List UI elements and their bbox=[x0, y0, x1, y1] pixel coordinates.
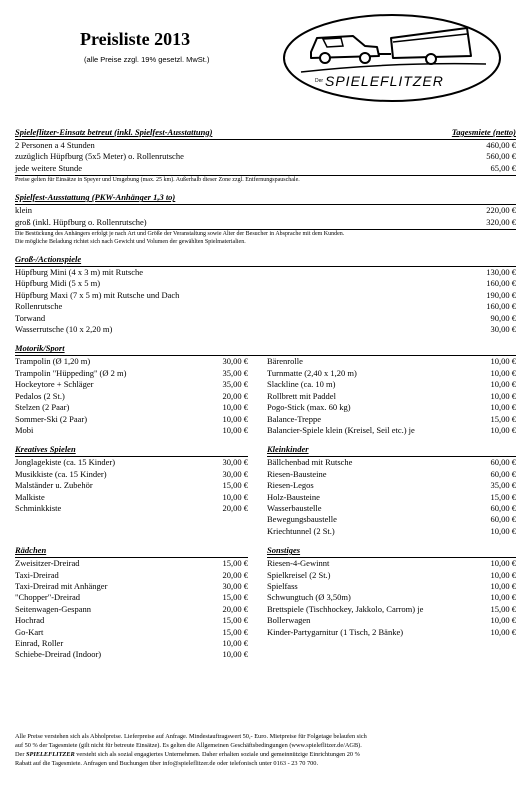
section-heading-right: Tagesmiete (netto) bbox=[451, 127, 516, 137]
price-row: Holz-Bausteine 15,00 € bbox=[267, 491, 516, 502]
price-row: Malkiste 10,00 € bbox=[15, 491, 248, 502]
price-row: Malständer u. Zubehör 15,00 € bbox=[15, 480, 248, 491]
price-row: Schwungtuch (Ø 3,50m) 10,00 € bbox=[267, 592, 516, 603]
section-heading: Spieleflitzer-Einsatz betreut (inkl. Spielfest-Ausstattung) bbox=[15, 127, 213, 137]
price-row: Kinder-Partygarnitur (1 Tisch, 2 Bänke) 10,00 € bbox=[267, 626, 516, 637]
footer-line: Alle Preise verstehen sich als Abholpreise. Lieferpreise auf Anfrage. Mindestauftragswert 50,- Euro. Mietpreise für Folgetage belaufen sich bbox=[15, 733, 367, 740]
column-left bbox=[15, 545, 248, 661]
section-heading: Sonstiges bbox=[267, 545, 301, 556]
section-note: Preise gelten für Einsätze in Speyer und Umgebung (max. 25 km). Außerhalb dieser Zone zzgl. Entfernungspauschale. bbox=[15, 177, 300, 184]
section-heading: Kleinkinder bbox=[267, 444, 309, 455]
footer-line: auf 50 % der Tagesmiete (gilt nicht für betreute Einsätze). Es gelten die Allgemeinen Geschäftsbedingungen (www.spieleflitzer.de/AGB). bbox=[15, 742, 362, 749]
section-kreativ-kleinkinder bbox=[15, 444, 516, 537]
price-row: Taxi-Dreirad mit Anhänger 30,00 € bbox=[15, 580, 248, 591]
section-note: Die mögliche Beladung richtet sich nach Gewicht und Volumen der gewählten Spielmaterialien. bbox=[15, 239, 246, 246]
footer-terms bbox=[15, 732, 520, 768]
price-row: Sommer-Ski (2 Paar) 10,00 € bbox=[15, 413, 248, 424]
price-row: Kriechtunnel (2 St.) 10,00 € bbox=[267, 525, 516, 536]
price-row: Wasserbaustelle 60,00 € bbox=[267, 502, 516, 513]
price-row: Bällchenbad mit Rutsche 60,00 € bbox=[267, 457, 516, 468]
price-row: Turnmatte (2,40 x 1,20 m) 10,00 € bbox=[267, 367, 516, 378]
column-right bbox=[267, 356, 516, 436]
section-heading: Rädchen bbox=[15, 545, 47, 556]
price-row: Einrad, Roller 10,00 € bbox=[15, 638, 248, 648]
price-row: Wasserrutsche (10 x 2,20 m) 30,00 € bbox=[15, 324, 516, 335]
price-row: Hüpfburg Mini (4 x 3 m) mit Rutsche 130,00 € bbox=[15, 267, 516, 278]
price-row: Riesen-4-Gewinnt 10,00 € bbox=[267, 558, 516, 569]
page-subtitle: (alle Preise zzgl. 19% gesetzl. MwSt.) bbox=[84, 55, 210, 64]
section-einsatz-header bbox=[15, 127, 516, 138]
price-row: Balancier-Spiele klein (Kreisel, Seil etc.) je 10,00 € bbox=[267, 424, 516, 435]
price-list bbox=[15, 127, 516, 661]
section-raedchen-sonstiges bbox=[15, 545, 516, 661]
price-row: Trampolin "Hüppeding" (Ø 2 m) 35,00 € bbox=[15, 367, 248, 378]
column-left bbox=[15, 356, 248, 436]
price-row: Bollerwagen 10,00 € bbox=[267, 615, 516, 626]
price-row: zuzüglich Hüpfburg (5x5 Meter) o. Rollenrutsche 560,00 € bbox=[15, 151, 516, 162]
price-row: Hochrad 15,00 € bbox=[15, 615, 248, 626]
spieleflitzer-logo bbox=[281, 12, 504, 104]
price-row: Riesen-Legos 35,00 € bbox=[267, 480, 516, 491]
price-row: Spielfass 10,00 € bbox=[267, 580, 516, 591]
price-row: Riesen-Bausteine 60,00 € bbox=[267, 468, 516, 479]
section-heading: Motorik/Sport bbox=[15, 343, 65, 354]
price-row: Hüpfburg Midi (5 x 5 m) 160,00 € bbox=[15, 278, 516, 289]
price-row: Schminkkiste 20,00 € bbox=[15, 502, 248, 513]
price-row: "Chopper"-Dreirad 15,00 € bbox=[15, 592, 248, 603]
column-left bbox=[15, 444, 248, 537]
price-row: Go-Kart 15,00 € bbox=[15, 626, 248, 637]
price-row: Jonglagekiste (ca. 15 Kinder) 30,00 € bbox=[15, 457, 248, 468]
section-note: Die Bestückung des Anhängers erfolgt je nach Art und Größe der Veranstaltung sowie Alter der Besucher in Absprache mit dem Kunden. bbox=[15, 231, 345, 238]
price-row: klein 220,00 € bbox=[15, 205, 516, 216]
logo-brand-text: SPIELEFLITZER bbox=[325, 73, 444, 89]
price-row: Stelzen (2 Paar) 10,00 € bbox=[15, 402, 248, 413]
price-row: Balance-Treppe 15,00 € bbox=[267, 413, 516, 424]
price-row: Schiebe-Dreirad (Indoor) 10,00 € bbox=[15, 649, 248, 660]
price-row: Hüpfburg Maxi (7 x 5 m) mit Rutsche und Dach 190,00 € bbox=[15, 289, 516, 300]
price-row: Pogo-Stick (max. 60 kg) 10,00 € bbox=[267, 402, 516, 413]
price-row: Torwand 90,00 € bbox=[15, 312, 516, 323]
section-einsatz-rows bbox=[15, 140, 516, 174]
price-row: Rollbrett mit Paddel 10,00 € bbox=[267, 390, 516, 401]
price-row: jede weitere Stunde 65,00 € bbox=[15, 162, 516, 173]
price-row: Pedalos (2 St.) 20,00 € bbox=[15, 390, 248, 401]
logo-prefix-text: Der bbox=[315, 78, 324, 84]
price-row: Seitenwagen-Gespann 20,00 € bbox=[15, 603, 248, 614]
section-heading: Kreatives Spielen bbox=[15, 444, 76, 455]
footer-brand: SPIELEFLITZER bbox=[26, 751, 75, 758]
price-row: Musikkiste (ca. 15 Kinder) 30,00 € bbox=[15, 468, 248, 479]
price-row: Mobi 10,00 € bbox=[15, 424, 248, 435]
column-right bbox=[267, 545, 516, 661]
price-row: 2 Personen a 4 Stunden 460,00 € bbox=[15, 140, 516, 150]
price-row: Spielkreisel (2 St.) 10,00 € bbox=[267, 569, 516, 580]
price-row: groß (inkl. Hüpfburg o. Rollenrutsche) 320,00 € bbox=[15, 216, 516, 227]
footer-line: Rabatt auf die Tagesmiete. Anfragen und Buchungen über info@spieleflitzer.de oder telefonisch unter 0163 - 23 70 700. bbox=[15, 760, 319, 767]
price-row: Slackline (ca. 10 m) 10,00 € bbox=[267, 379, 516, 390]
page-title: Preisliste 2013 bbox=[80, 29, 191, 49]
price-row: Bärenrolle 10,00 € bbox=[267, 356, 516, 367]
price-row: Hockeytore + Schläger 35,00 € bbox=[15, 379, 248, 390]
price-row: Rollenrutsche 160,00 € bbox=[15, 301, 516, 312]
column-right bbox=[267, 444, 516, 537]
section-heading: Groß-/Actionspiele bbox=[15, 254, 82, 265]
section-motorik-columns bbox=[15, 356, 516, 436]
section-heading: Spielfest-Ausstattung (PKW-Anhänger 1,3 to) bbox=[15, 192, 176, 203]
price-row: Bewegungsbaustelle 60,00 € bbox=[267, 514, 516, 525]
price-row: Brettspiele (Tischhockey, Jakkolo, Carrom) je 15,00 € bbox=[267, 603, 516, 614]
price-row: Taxi-Dreirad 20,00 € bbox=[15, 569, 248, 580]
price-row: Trampolin (Ø 1,20 m) 30,00 € bbox=[15, 356, 248, 367]
price-row: Zweisitzer-Dreirad 15,00 € bbox=[15, 558, 248, 569]
footer-line: Der SPIELEFLITZER versteht sich als sozial engagiertes Unternehmen. Daher erhalten soziale und gemeinnützige Einrichtungen 20 % bbox=[15, 751, 360, 758]
